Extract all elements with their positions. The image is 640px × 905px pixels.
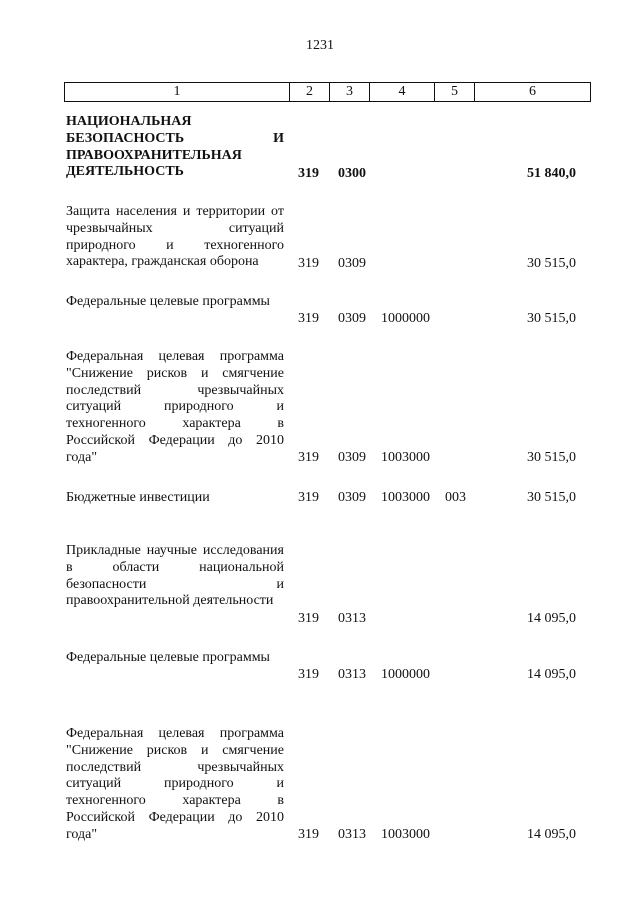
row-ministry-code: 319	[298, 611, 319, 626]
row-section-code: 0309	[338, 450, 366, 465]
row-section-code: 0313	[338, 827, 366, 842]
row-description: Федеральная целевая программа "Снижение рисков и смягчение последствий чрезвычайных ситуаций природного и техногенного характера в Российской Федерации до 2010 года"	[66, 349, 284, 465]
row-description: Федеральная целевая программа "Снижение рисков и смягчение последствий чрезвычайных ситуаций природного и техногенного характера в Российской Федерации до 2010 года"	[66, 726, 284, 842]
row-amount: 51 840,0	[527, 166, 576, 181]
row-amount: 14 095,0	[527, 611, 576, 626]
row-amount: 14 095,0	[527, 667, 576, 682]
row-section-code: 0309	[338, 490, 366, 505]
row-ministry-code: 319	[298, 490, 319, 505]
row-description: Прикладные научные исследования в области национальной безопасности и правоохранительной деятельности	[66, 543, 284, 609]
row-description: Федеральные целевые программы	[66, 650, 270, 665]
row-target-code: 1000000	[381, 311, 430, 326]
column-header-row	[65, 83, 591, 102]
row-amount: 30 515,0	[527, 311, 576, 326]
row-ministry-code: 319	[298, 450, 319, 465]
row-description: НАЦИОНАЛЬНАЯ БЕЗОПАСНОСТЬ И ПРАВООХРАНИТЕЛЬНАЯ ДЕЯТЕЛЬНОСТЬ	[66, 114, 284, 180]
row-ministry-code: 319	[298, 827, 319, 842]
row-amount: 30 515,0	[527, 490, 576, 505]
column-header-5: 5	[435, 83, 475, 102]
column-header-table	[64, 82, 591, 102]
row-section-code: 0313	[338, 667, 366, 682]
row-section-code: 0309	[338, 311, 366, 326]
row-description: Федеральные целевые программы	[66, 294, 270, 309]
row-target-code: 1003000	[381, 490, 430, 505]
row-section-code: 0300	[338, 166, 366, 181]
column-header-6: 6	[475, 83, 591, 102]
column-header-4: 4	[370, 83, 435, 102]
row-ministry-code: 319	[298, 311, 319, 326]
row-target-code: 1003000	[381, 827, 430, 842]
column-header-3: 3	[330, 83, 370, 102]
row-description: Защита населения и территории от чрезвычайных ситуаций природного и техногенного характера, гражданская оборона	[66, 204, 284, 270]
row-target-code: 1000000	[381, 667, 430, 682]
row-section-code: 0309	[338, 256, 366, 271]
row-ministry-code: 319	[298, 667, 319, 682]
row-amount: 30 515,0	[527, 450, 576, 465]
column-header-1: 1	[65, 83, 290, 102]
row-section-code: 0313	[338, 611, 366, 626]
row-expense-code: 003	[445, 490, 466, 505]
row-amount: 30 515,0	[527, 256, 576, 271]
row-ministry-code: 319	[298, 256, 319, 271]
row-description: Бюджетные инвестиции	[66, 490, 210, 505]
page-number: 1231	[306, 38, 334, 53]
row-target-code: 1003000	[381, 450, 430, 465]
row-amount: 14 095,0	[527, 827, 576, 842]
column-header-2: 2	[290, 83, 330, 102]
row-ministry-code: 319	[298, 166, 319, 181]
